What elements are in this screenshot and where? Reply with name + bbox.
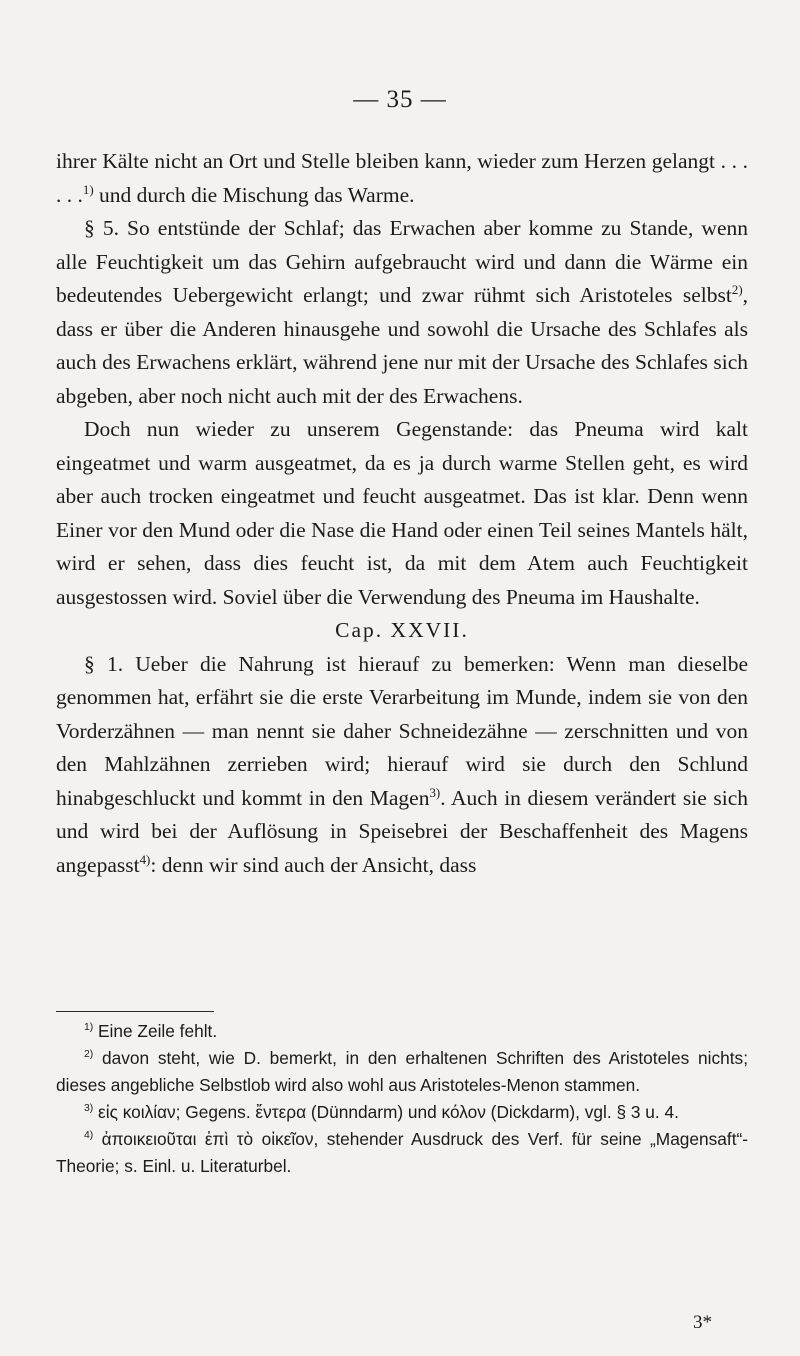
footnote-ref-2: 2)	[731, 282, 743, 297]
footnote-text-1: Eine Zeile fehlt.	[93, 1021, 218, 1041]
paragraph-3: Doch nun wieder zu unserem Gegenstande: das Pneuma wird kalt eingeatmet und warm ausgeatmet, da es ja durch warme Stellen geht, es wird aber auch trocken eingeatmet und feucht ausgeatmet. Das ist klar. Denn wenn Einer vor den Mund oder die Nase die Hand oder einen Teil seines Mantels hält, wird er sehen, dass dies feucht ist, da mit dem Atem auch Feuchtigkeit ausgestossen wird. Soviel über die Verwendung des Pneuma im Haushalte.	[56, 417, 748, 609]
footnote-ref-1: 1)	[82, 182, 94, 197]
chapter-heading: Cap. XXVII.	[335, 618, 469, 642]
paragraph-2-text-b: , dass er über die Anderen hinausgehe und sowohl die Ursache des Schlafes als auch des Erwachens erklärt, während jene nur mit der Ursache des Schlafes sich abgeben, aber noch nicht auch mit der des Erwachens.	[56, 283, 748, 408]
signature-mark: 3*	[693, 1312, 712, 1333]
paragraph-4-text-b: . Auch in diesem verändert sie sich und wird bei der Auflösung in Speisebrei der Beschaffenheit des Magens angepasst	[56, 785, 748, 877]
footnote-divider	[56, 1011, 214, 1012]
footnote-mark-3: 3)	[84, 1103, 94, 1115]
footnote-4	[56, 1126, 748, 1180]
paragraph-4-text-a: § 1. Ueber die Nahrung ist hierauf zu bemerken: Wenn man dieselbe genommen hat, erfährt sie die erste Verarbeitung im Munde, indem sie von den Vorderzähnen — man nennt sie daher Schneidezähne — zerschnitten und von den Mahlzähnen zerrieben wird; hierauf wird sie durch den Schlund hinabgeschluckt und kommt in den Magen	[56, 651, 748, 810]
footnotes	[56, 1018, 748, 1180]
paragraph-2	[56, 212, 748, 413]
footnote-mark-4: 4)	[84, 1130, 94, 1142]
footnote-ref-3: 3)	[429, 785, 441, 800]
footnote-3	[56, 1099, 748, 1126]
paragraph-2-text-a: § 5. So entstünde der Schlaf; das Erwachen aber komme zu Stande, wenn alle Feuchtigkeit um das Gehirn aufgebraucht wird und dann die Wärme ein bedeutendes Uebergewicht erlangt; und zwar rühmt sich Aristoteles selbst	[56, 216, 748, 307]
main-text	[56, 145, 748, 882]
page-number: — 35 —	[353, 86, 447, 113]
footnote-ref-4: 4)	[139, 852, 151, 867]
paragraph-1-text: ihrer Kälte nicht an Ort und Stelle bleiben kann, wieder zum Herzen gelangt . . . . . .	[56, 149, 748, 207]
paragraph-1	[56, 145, 748, 212]
footnote-text-2: davon steht, wie D. bemerkt, in den erhaltenen Schriften des Aristoteles nichts; dieses angebliche Selbstlob wird also wohl aus Aristoteles-Menon stammen.	[56, 1048, 748, 1095]
footnote-1	[56, 1018, 748, 1045]
paragraph-1-tail: und durch die Mischung das Warme.	[93, 182, 415, 207]
paragraph-4-text-c: : denn wir sind auch der Ansicht, dass	[150, 852, 477, 877]
paragraph-4	[56, 648, 748, 883]
footnote-text-4: ἀποικειοῦται ἐπὶ τὸ οἰκεῖον, stehender Ausdruck des Verf. für seine „Magensaft“-Theorie; s. Einl. u. Literaturbel.	[56, 1129, 748, 1176]
footnote-mark-2: 2)	[84, 1049, 94, 1061]
footnote-text-3: εἰς κοιλίαν; Gegens. ἔντερα (Dünndarm) und κόλον (Dickdarm), vgl. § 3 u. 4.	[93, 1102, 679, 1122]
footnote-mark-1: 1)	[84, 1022, 94, 1034]
footnote-2	[56, 1045, 748, 1099]
